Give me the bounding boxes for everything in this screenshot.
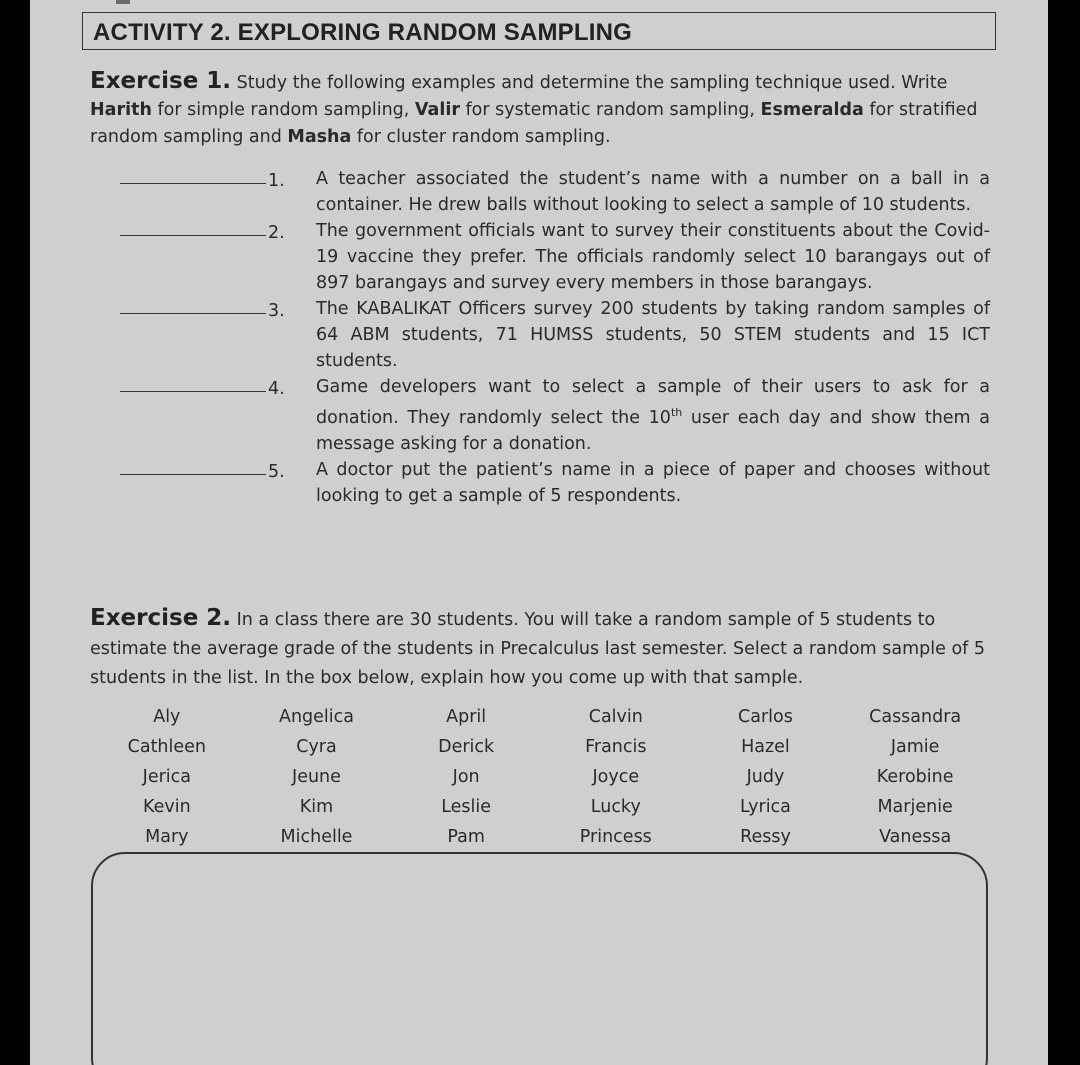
- top-edge-mark: [116, 0, 130, 4]
- item-text: A doctor put the patient’s name in a piece of paper and chooses without looking to get a sample of 5 respondents.: [316, 459, 990, 506]
- exercise1-text: Study the following examples and determine the sampling technique used. Write: [231, 73, 948, 93]
- exercise1-item: [120, 166, 990, 218]
- student-name: Lyrica: [740, 797, 791, 817]
- exercise1-text: for systematic random sampling,: [459, 100, 761, 120]
- exercise1-items: [120, 166, 990, 509]
- student-name: Joyce: [592, 767, 640, 787]
- exercise1-heading: Exercise 1.: [90, 68, 232, 94]
- term-esmeralda: Esmeralda: [760, 100, 864, 120]
- student-name: Cyra: [296, 737, 337, 757]
- table-row: [92, 732, 990, 762]
- item-number: 1.: [268, 171, 285, 191]
- exercise2-heading: Exercise 2.: [90, 605, 232, 631]
- item-number: 2.: [268, 223, 285, 243]
- table-row: [92, 792, 990, 822]
- title-box: [82, 12, 996, 50]
- exercise2-instructions: [90, 604, 1000, 693]
- student-name: Carlos: [738, 707, 793, 727]
- exercise1-instructions: [90, 68, 990, 151]
- student-name: Jeune: [292, 767, 341, 787]
- exercise1-text: for stratified random sampling and: [90, 100, 978, 147]
- table-row: [92, 762, 990, 792]
- student-name: Jerica: [142, 767, 191, 787]
- term-valir: Valir: [414, 100, 460, 120]
- student-name: Hazel: [741, 737, 790, 757]
- item-number: 3.: [268, 301, 285, 321]
- student-name: Jamie: [890, 737, 940, 757]
- student-name: Judy: [746, 767, 785, 787]
- student-name: Leslie: [441, 797, 492, 817]
- item-text: [316, 374, 990, 457]
- student-names-table: [92, 702, 990, 852]
- student-name: Ressy: [740, 827, 791, 847]
- student-name: Kim: [299, 797, 334, 817]
- student-name: Francis: [585, 737, 647, 757]
- ordinal-suffix: th: [670, 406, 683, 419]
- table-row: [92, 822, 990, 852]
- term-harith: Harith: [90, 100, 152, 120]
- exercise1-item: [120, 296, 990, 374]
- student-name: April: [446, 707, 487, 727]
- student-name: Mary: [145, 827, 189, 847]
- student-name: Cathleen: [127, 737, 207, 757]
- student-name: Kevin: [142, 797, 191, 817]
- exercise1-text: for cluster random sampling.: [351, 127, 611, 147]
- exercise1-item: [120, 218, 990, 296]
- answer-blank-1[interactable]: [120, 183, 266, 184]
- student-name: Lucky: [590, 797, 641, 817]
- student-name: Vanessa: [879, 827, 952, 847]
- exercise1-text: for simple random sampling,: [151, 100, 415, 120]
- item-text: The government officials want to survey their constituents about the Covid-19 vaccine they prefer. The officials randomly select 10 barangays out of 897 barangays and survey every members in those barangays.: [316, 221, 990, 293]
- student-name: Kerobine: [876, 767, 954, 787]
- answer-blank-3[interactable]: [120, 313, 266, 314]
- student-name: Derick: [438, 737, 495, 757]
- item-number: 4.: [268, 379, 285, 399]
- student-name: Marjenie: [877, 797, 953, 817]
- exercise1-item: [120, 374, 990, 457]
- student-name: Cassandra: [869, 707, 962, 727]
- item-number: 5.: [268, 461, 285, 482]
- worksheet-page: [30, 0, 1048, 1065]
- student-name: Jon: [452, 767, 480, 787]
- student-name: Angelica: [278, 707, 354, 727]
- student-name: Pam: [447, 827, 485, 847]
- item-text-part: Game developers want to select a sample of their users to ask for a donation. They randomly select the 10: [316, 377, 990, 428]
- answer-blank-4[interactable]: [120, 391, 266, 392]
- explanation-answer-box[interactable]: [91, 852, 988, 1065]
- table-row: [92, 702, 990, 732]
- term-masha: Masha: [287, 127, 352, 147]
- answer-blank-5[interactable]: [120, 474, 266, 475]
- item-text: A teacher associated the student’s name with a number on a ball in a container. He drew balls without looking to select a sample of 10 students.: [316, 169, 990, 215]
- student-name: Michelle: [280, 827, 353, 847]
- page-title: ACTIVITY 2. EXPLORING RANDOM SAMPLING: [93, 19, 632, 46]
- item-text-part: user each day and show them a message asking for a donation.: [316, 407, 990, 454]
- exercise2-text: In a class there are 30 students. You will take a random sample of 5 students to estimate the average grade of the students in Precalculus last semester. Select a random sample of 5 students in the list. In the box below, explain how you come up with that sample.: [90, 610, 986, 688]
- student-name: Aly: [153, 707, 181, 727]
- student-name: Calvin: [588, 707, 643, 727]
- exercise1-item: [120, 457, 990, 509]
- student-name: Princess: [579, 827, 652, 847]
- item-text: The KABALIKAT Officers survey 200 students by taking random samples of 64 ABM students, 71 HUMSS students, 50 STEM students and 15 ICT students.: [316, 299, 990, 371]
- answer-blank-2[interactable]: [120, 235, 266, 236]
